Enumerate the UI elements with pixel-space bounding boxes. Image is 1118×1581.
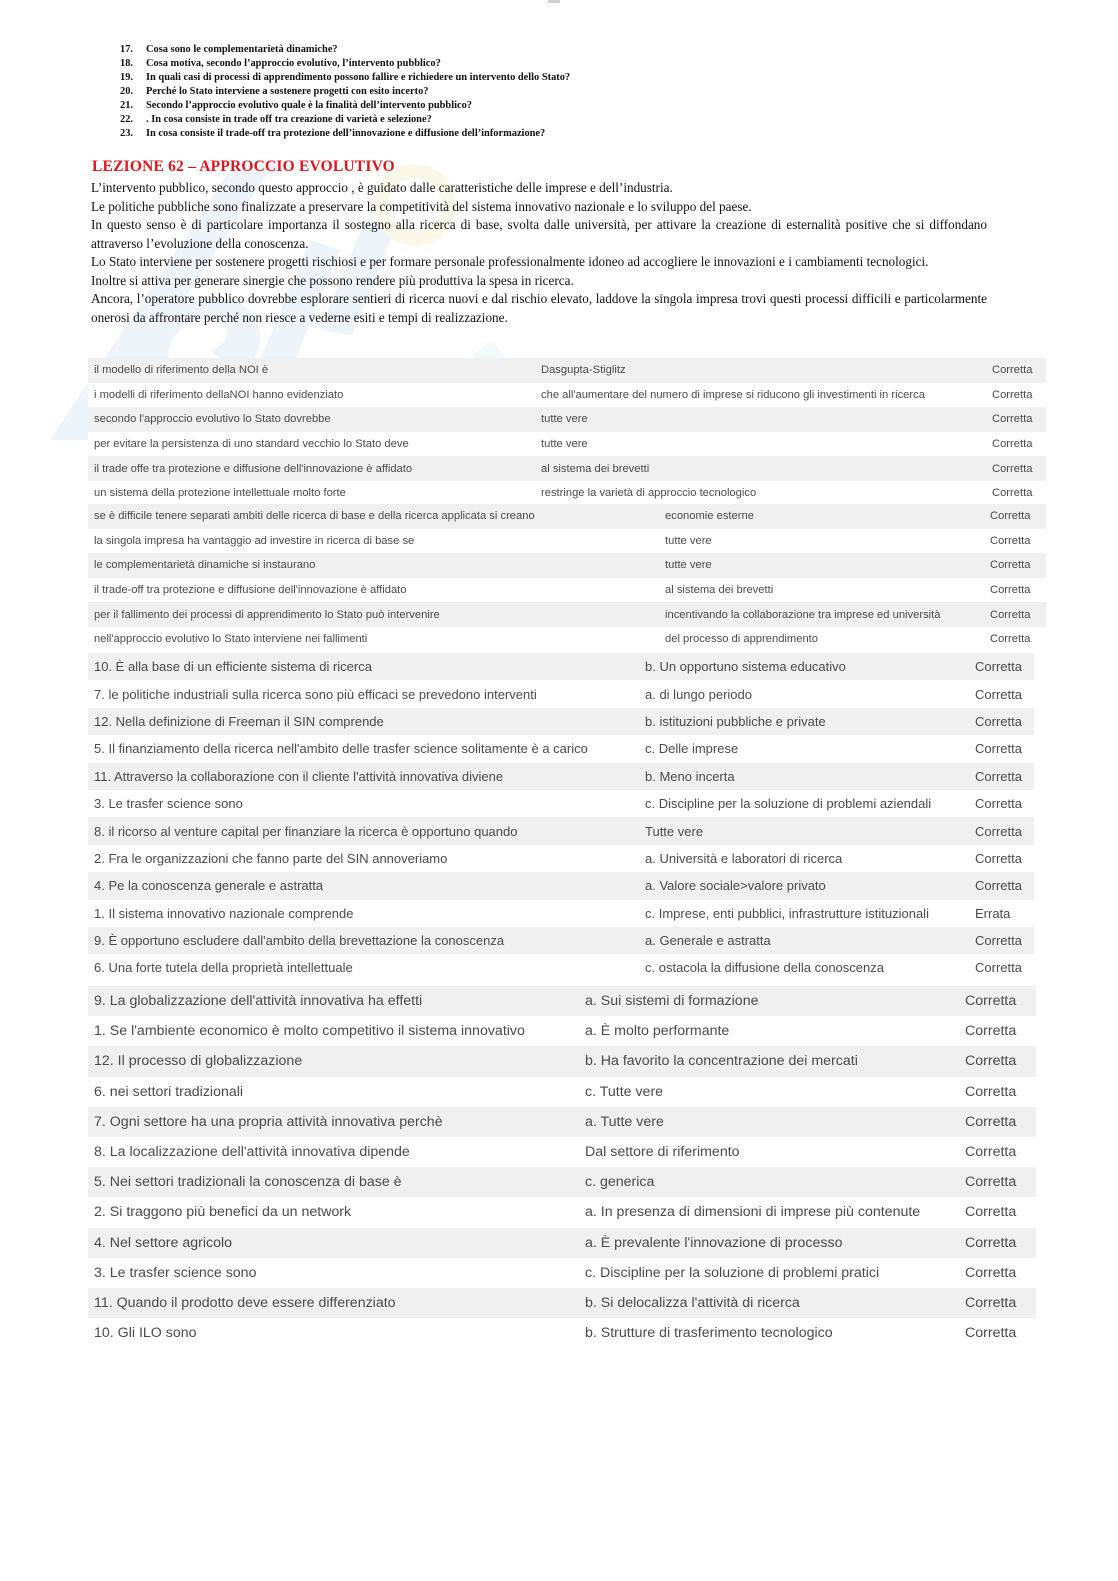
question-item: 19. In quali casi di processi di apprendimento possono fallire e richiedere un intervento dello Stato? [120,72,571,83]
answer-cell: b. Si delocalizza l'attività di ricerca [579,1288,959,1318]
answer-cell: b. Ha favorito la concentrazione dei mercati [579,1046,959,1076]
question-cell: 4. Pe la conoscenza generale e astratta [88,872,639,899]
answer-cell: c. Imprese, enti pubblici, infrastrutture istituzionali [639,900,969,927]
answer-cell: a. Tutte vere [579,1107,959,1137]
answer-cell: c. generica [579,1167,959,1197]
question-item: 18. Cosa motiva, secondo l’approccio evolutivo, l’intervento pubblico? [120,58,441,69]
question-item: 23. In cosa consiste il trade-off tra protezione dell’innovazione e diffusione dell’informazione? [120,128,546,139]
answer-cell: a. È prevalente l'innovazione di processo [579,1228,959,1258]
answer-cell: a. Generale e astratta [639,927,969,954]
table-row [88,872,1034,899]
question-cell: 11. Quando il prodotto deve essere differenziato [88,1288,579,1318]
result-cell: Corretta [986,407,1046,432]
answer-cell: al sistema dei brevetti [535,456,986,481]
page-top-mark [548,0,560,3]
answer-cell: del processo di apprendimento [659,627,984,652]
result-cell: Corretta [969,845,1034,872]
answer-cell: a. Valore sociale>valore privato [639,872,969,899]
result-cell: Errata [969,900,1034,927]
table-row [88,927,1034,954]
result-cell: Corretta [984,529,1046,554]
answer-cell: incentivando la collaborazione tra imprese ed università [659,602,984,627]
answer-cell: a. Università e laboratori di ricerca [639,845,969,872]
table-row [88,1137,1036,1167]
table-row [88,504,1046,529]
lesson-body [91,179,987,327]
question-cell: nell'approccio evolutivo lo Stato interviene nei fallimenti [88,627,659,652]
question-cell: 3. Le trasfer science sono [88,1258,579,1288]
answer-cell: c. Discipline per la soluzione di problemi pratici [579,1258,959,1288]
question-cell: un sistema della protezione intellettuale molto forte [88,481,535,506]
table-row [88,578,1046,603]
result-cell: Corretta [969,790,1034,817]
table-row [88,653,1034,680]
question-cell: 2. Fra le organizzazioni che fanno parte del SIN annoveriamo [88,845,639,872]
result-cell: Corretta [969,735,1034,762]
paragraph: Ancora, l’operatore pubblico dovrebbe esplorare sentieri di ricerca nuovi e dal rischio elevato, laddove la singola impresa trovi questi processi difficili e particolarmente onerosi da affrontare perché non riesce a vederne esiti e tempi di realizzazione. [91,291,987,325]
table-row [88,407,1046,432]
result-cell: Corretta [959,1197,1036,1227]
quiz-table-a [88,358,1046,506]
question-cell: 4. Nel settore agricolo [88,1228,579,1258]
result-cell: Corretta [959,986,1036,1016]
answer-cell: a. Sui sistemi di formazione [579,986,959,1016]
table-row [88,1258,1036,1288]
result-cell: Corretta [984,602,1046,627]
answer-cell: economie esterne [659,504,984,529]
result-cell: Corretta [969,872,1034,899]
question-cell: se è difficile tenere separati ambiti delle ricerca di base e della ricerca applicata si creano [88,504,659,529]
result-cell: Corretta [984,553,1046,578]
question-cell: la singola impresa ha vantaggio ad investire in ricerca di base se [88,529,659,554]
answer-cell: tutte vere [535,407,986,432]
table-row [88,763,1034,790]
answer-cell: a. di lungo periodo [639,680,969,707]
question-cell: 1. Se l'ambiente economico è molto competitivo il sistema innovativo [88,1016,579,1046]
paragraph: Inoltre si attiva per generare sinergie che possono rendere più produttiva la spesa in ricerca. [91,272,574,288]
table-row [88,986,1036,1016]
table-row [88,790,1034,817]
table-row [88,1197,1036,1227]
question-cell: il trade-off tra protezione e diffusione dell'innovazione è affidato [88,578,659,603]
answer-cell: tutte vere [535,432,986,457]
table-row [88,900,1034,927]
table-row [88,383,1046,408]
result-cell: Corretta [969,954,1034,981]
table-row [88,627,1046,652]
table-row [88,481,1046,506]
answer-cell: restringe la varietà di approccio tecnologico [535,481,986,506]
result-cell: Corretta [986,383,1046,408]
result-cell: Corretta [986,456,1046,481]
table-row [88,1046,1036,1076]
table-row [88,456,1046,481]
question-item: 20. Perché lo Stato interviene a sostenere progetti con esito incerto? [120,86,429,97]
question-cell: secondo l'approccio evolutivo lo Stato dovrebbe [88,407,535,432]
question-item: 17. Cosa sono le complementarietà dinamiche? [120,44,338,55]
answer-cell: che all'aumentare del numero di imprese si riducono gli investimenti in ricerca [535,383,986,408]
table-row [88,1167,1036,1197]
question-cell: 9. La globalizzazione dell'attività innovativa ha effetti [88,986,579,1016]
result-cell: Corretta [959,1016,1036,1046]
table-row [88,680,1034,707]
question-cell: 10. È alla base di un efficiente sistema di ricerca [88,653,639,680]
question-cell: 12. Il processo di globalizzazione [88,1046,579,1076]
answer-cell: b. Un opportuno sistema educativo [639,653,969,680]
table-row [88,602,1046,627]
question-cell: 7. Ogni settore ha una propria attività innovativa perchè [88,1107,579,1137]
question-cell: 12. Nella definizione di Freeman il SIN comprende [88,708,639,735]
question-cell: le complementarietà dinamiche si instaurano [88,553,659,578]
question-cell: 11. Attraverso la collaborazione con il cliente l'attività innovativa diviene [88,763,639,790]
answer-cell: b. Strutture di trasferimento tecnologico [579,1318,959,1348]
answer-cell: b. Meno incerta [639,763,969,790]
table-row [88,817,1034,844]
result-cell: Corretta [959,1228,1036,1258]
answer-cell: al sistema dei brevetti [659,578,984,603]
result-cell: Corretta [984,627,1046,652]
result-cell: Corretta [959,1167,1036,1197]
answer-cell: b. istituzioni pubbliche e private [639,708,969,735]
table-row [88,1077,1036,1107]
question-cell: i modelli di riferimento dellaNOI hanno evidenziato [88,383,535,408]
paragraph: Le politiche pubbliche sono finalizzate a preservare la competitività del sistema innovativo nazionale e lo sviluppo del paese. [91,198,752,214]
answer-cell: Dal settore di riferimento [579,1137,959,1167]
answer-cell: c. Discipline per la soluzione di problemi aziendali [639,790,969,817]
result-cell: Corretta [969,763,1034,790]
answer-cell: a. È molto performante [579,1016,959,1046]
table-row [88,954,1034,981]
answer-cell: tutte vere [659,529,984,554]
result-cell: Corretta [969,708,1034,735]
question-cell: 5. Il finanziamento della ricerca nell'ambito delle trasfer science solitamente è a carico [88,735,639,762]
table-row [88,845,1034,872]
result-cell: Corretta [986,358,1046,383]
question-cell: il modello di riferimento della NOI è [88,358,535,383]
question-cell: 5. Nei settori tradizionali la conoscenza di base è [88,1167,579,1197]
result-cell: Corretta [969,817,1034,844]
question-item: 22. . In cosa consiste in trade off tra creazione di varietà e selezione? [120,114,432,125]
question-cell: 8. La localizzazione dell'attività innovativa dipende [88,1137,579,1167]
result-cell: Corretta [984,578,1046,603]
paragraph: Lo Stato interviene per sostenere progetti rischiosi e per formare personale professionalmente idoneo ad accogliere le innovazioni e i cambiamenti tecnologici. [91,254,929,269]
table-row [88,708,1034,735]
question-cell: 7. le politiche industriali sulla ricerca sono più efficaci se prevedono interventi [88,680,639,707]
answer-cell: Dasgupta-Stiglitz [535,358,986,383]
answer-cell: c. Tutte vere [579,1077,959,1107]
table-row [88,432,1046,457]
question-cell: 2. Si traggono più benefici da un network [88,1197,579,1227]
question-cell: 9. È opportuno escludere dall'ambito della brevettazione la conoscenza [88,927,639,954]
answer-cell: c. ostacola la diffusione della conoscenza [639,954,969,981]
result-cell: Corretta [959,1107,1036,1137]
table-row [88,1318,1036,1348]
question-item: 21. Secondo l’approccio evolutivo quale è la finalità dell’intervento pubblico? [120,100,472,111]
paragraph: L’intervento pubblico, secondo questo approccio , è guidato dalle caratteristiche delle imprese e dell’industria. [91,180,673,195]
question-cell: 10. Gli ILO sono [88,1318,579,1348]
result-cell: Corretta [959,1137,1036,1167]
table-row [88,1016,1036,1046]
result-cell: Corretta [959,1077,1036,1107]
question-cell: 6. nei settori tradizionali [88,1077,579,1107]
table-row [88,529,1046,554]
quiz-table-d [88,986,1036,1348]
table-row [88,1228,1036,1258]
paragraph: In questo senso è di particolare importanza il sostegno alla ricerca di base, svolta dalle università, per attivare la creazione di esternalità positive che si diffondano attraverso l’evoluzione della conoscenza. [91,217,987,251]
quiz-table-c [88,653,1034,982]
question-cell: 8. il ricorso al venture capital per finanziare la ricerca è opportuno quando [88,817,639,844]
result-cell: Corretta [959,1288,1036,1318]
result-cell: Corretta [959,1318,1036,1348]
lesson-title: LEZIONE 62 – APPROCCIO EVOLUTIVO [92,158,395,175]
quiz-table-b [88,504,1046,652]
result-cell: Corretta [986,432,1046,457]
question-cell: il trade offe tra protezione e diffusione dell'innovazione è affidato [88,456,535,481]
result-cell: Corretta [959,1258,1036,1288]
result-cell: Corretta [986,481,1046,506]
table-row [88,1288,1036,1318]
table-row [88,358,1046,383]
result-cell: Corretta [969,680,1034,707]
result-cell: Corretta [969,653,1034,680]
question-cell: 6. Una forte tutela della proprietà intellettuale [88,954,639,981]
table-row [88,735,1034,762]
table-row [88,1107,1036,1137]
answer-cell: a. In presenza di dimensioni di imprese più contenute [579,1197,959,1227]
result-cell: Corretta [984,504,1046,529]
question-list [120,43,570,141]
answer-cell: c. Delle imprese [639,735,969,762]
result-cell: Corretta [969,927,1034,954]
question-cell: per evitare la persistenza di uno standard vecchio lo Stato deve [88,432,535,457]
table-row [88,553,1046,578]
answer-cell: Tutte vere [639,817,969,844]
result-cell: Corretta [959,1046,1036,1076]
answer-cell: tutte vere [659,553,984,578]
question-cell: 3. Le trasfer science sono [88,790,639,817]
question-cell: per il fallimento dei processi di apprendimento lo Stato può intervenire [88,602,659,627]
question-cell: 1. Il sistema innovativo nazionale comprende [88,900,639,927]
